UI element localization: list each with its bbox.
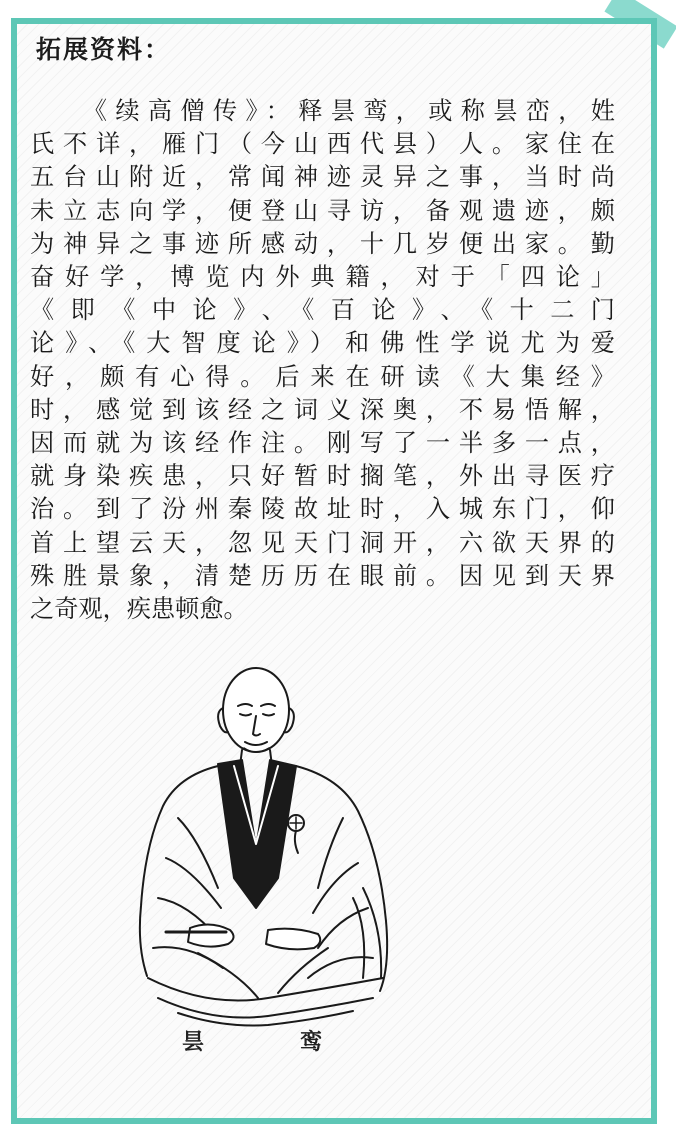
article-body xyxy=(30,95,615,626)
body-line: 论》、《大智度论》）和佛性学说尤为爱 xyxy=(30,329,615,358)
body-line: 治。到了汾州秦陵故址时，入城东门，仰 xyxy=(30,495,615,524)
body-line: 五台山附近，常闻神迹灵异之事，当时尚 xyxy=(30,163,615,192)
body-line: 《即《中论》、《百论》、《十二门 xyxy=(30,296,615,325)
body-line: 因而就为该经作注。刚写了一半多一点， xyxy=(30,429,615,458)
body-line: 殊胜景象，清楚历历在眼前。因见到天界 xyxy=(30,561,615,590)
body-line: 奋好学，博览内外典籍，对于「四论」 xyxy=(30,263,615,292)
body-line: 好，颇有心得。后来在研读《大集经》 xyxy=(30,362,615,391)
body-line: 《续高僧传》：释昙鸾，或称昙峦，姓 xyxy=(30,97,615,125)
body-line: 之奇观，疾患顿愈。 xyxy=(30,595,248,624)
monk-portrait-illustration xyxy=(118,648,408,1068)
body-line: 未立志向学，便登山寻访，备观遗迹，颇 xyxy=(30,196,615,225)
caption-char: 鸾 xyxy=(299,1030,322,1055)
caption-char: 昙 xyxy=(182,1030,205,1055)
body-line: 氏不详，雁门（今山西代县）人。家住在 xyxy=(30,130,615,159)
portrait-caption xyxy=(182,1025,322,1056)
section-heading: 拓展资料： xyxy=(36,35,172,64)
body-line: 时，感觉到该经之词义深奥，不易悟解， xyxy=(30,395,615,424)
body-line: 为神异之事迹所感动，十几岁便出家。勤 xyxy=(30,229,615,258)
body-line: 首上望云天，忽见天门洞开，六欲天界的 xyxy=(30,528,615,557)
body-line: 就身染疾患，只好暂时搁笔，外出寻医疗 xyxy=(30,462,615,491)
